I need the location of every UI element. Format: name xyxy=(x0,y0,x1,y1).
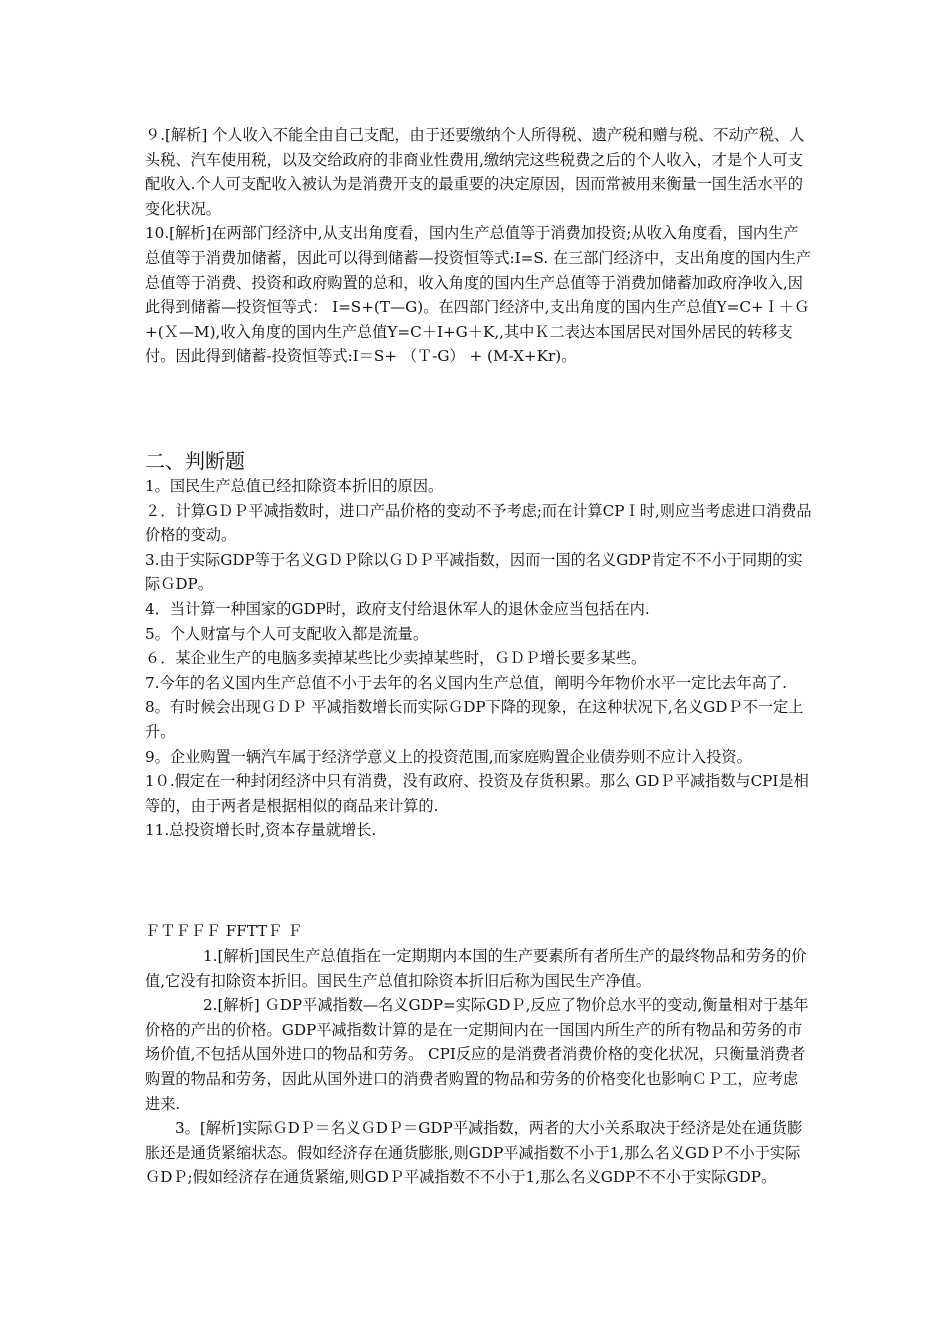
explanation-paragraph-2: 2.[解析] ＧDP平减指数—名义GDP=实际GDＰ,反应了物价总水平的变动,衡量相对于基年价格的产出的价格。GDP平减指数计算的是在一定期间内在一国国内所生产的所有物品和劳务的市场价值,不包括从国外进口的物品和劳务。 CPI反应的是消费者消费价格的变化状况，只衡量消费者购置的物品和劳务，因此从国外进口的消费者购置的物品和劳务的价格变化也影响ＣＰ工，应考虑进来. xyxy=(145,996,809,1113)
answer-key: ＦＴＦＦＦ FFTTＦ Ｆ xyxy=(145,922,303,940)
questions-list xyxy=(145,474,813,843)
explanation-paragraph-1: 1.[解析]国民生产总值指在一定期期内本国的生产要素所有者所生产的最终物品和劳务的价值,它没有扣除资本折旧。国民生产总值扣除资本折旧后称为国民生产净值。 xyxy=(145,947,807,990)
analysis-paragraph-10: 10.[解析]在两部门经济中,从支出角度看，国内生产总值等于消费加投资;从收入角度看，国内生产总值等于消费加储蓄，因此可以得到储蓄—投资恒等式:I=S. 在三部门经济中，支出角度的国内生产总值等于消费、投资和政府购置的总和，收入角度的国内生产总值等于消费加储蓄加政府净收入,因此得到储蓄—投资恒等式： I=S+(T—G)。在四部门经济中,支出角度的国内生产总值Y=C+Ｉ＋Ｇ+(Ｘ—M),收入角度的国内生产总值Y=C＋I+G＋K,,其中Ｋ二表达本国居民对国外居民的转移支付。因此得到储蓄-投资恒等式:I＝S+ （Ｔ-G） + (M-X+Kr)。 xyxy=(145,224,812,366)
question-item: ６．某企业生产的电脑多卖掉某些比少卖掉某些时，ＧＤＰ增长要多某些。 xyxy=(145,649,647,668)
explanation-paragraph-3: 3。[解析]实际ＧDＰ＝名义ＧDＰ＝GDP平减指数，两者的大小关系取决于经济是处在通货膨胀还是通货紧缩状态。假如经济存在通货膨胀,则GDP平减指数不小于1,那么名义GDＰ不小于实际ＧDＰ;假如经济存在通货紧缩,则GDＰ平减指数不不小于1,那么名义GDP不不小于实际GDP。 xyxy=(145,1119,803,1187)
question-item: 1０.假定在一种封闭经济中只有消费，没有政府、投资及存货积累。那么 GDＰ平减指数与CPI是相等的，由于两者是根据相似的商品来计算的. xyxy=(145,772,809,815)
question-item: 7.今年的名义国内生产总值不小于去年的名义国内生产总值，阐明今年物价水平一定比去年高了. xyxy=(145,673,788,692)
question-item: 3.由于实际GDP等于名义GＤＰ除以ＧＤＰ平减指数，因而一国的名义GDP肯定不不小于同期的实际ＧDP。 xyxy=(145,550,803,594)
question-item: 11.总投资增长时,资本存量就增长. xyxy=(145,821,377,840)
question-item: 1。国民生产总值已经扣除资本折旧的原因。 xyxy=(145,477,444,495)
analysis-section-top xyxy=(145,123,813,369)
analysis-paragraph-9: ９.[解析] 个人收入不能全由自己支配，由于还要缴纳个人所得税、遗产税和赠与税、不动产税、人头税、汽车使用税，以及交给政府的非商业性费用,缴纳完这些税费之后的个人收入，才是个人可支配收入.个人可支配收入被认为是消费开支的最重要的决定原因，因而常被用来衡量一国生活水平的变化状况。 xyxy=(145,126,805,218)
section-title: 二、判断题 xyxy=(145,449,245,473)
question-item: 4．当计算一种国家的GDP时，政府支付给退休军人的退休金应当包括在内. xyxy=(145,599,650,618)
question-item: 9。企业购置一辆汽车属于经济学意义上的投资范围,而家庭购置企业债券则不应计入投资。 xyxy=(145,747,752,766)
question-item: ２．计算GＤＰ平减指数时，进口产品价格的变动不予考虑;而在计算CPＩ时,则应当考虑进口消费品价格的变动。 xyxy=(145,501,812,545)
question-item: 5。个人财富与个人可支配收入都是流量。 xyxy=(145,624,429,643)
question-item: 8。有时候会出现ＧＤＰ 平减指数增长而实际ＧDP下降的现象，在这种状况下,名义GDＰ不一定上升。 xyxy=(145,698,804,741)
explanations-section xyxy=(145,944,813,1190)
